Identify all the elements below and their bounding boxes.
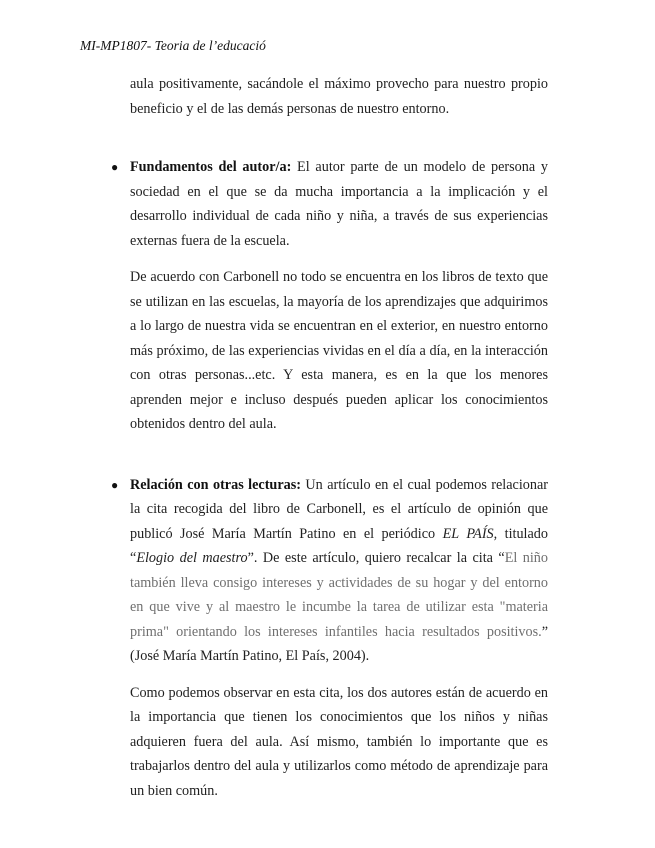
relacion-text-a: Un artículo en el cual podemos relacionar la cita recogida del libro de Carbonell, es el artículo de opinión que publicó José María Martín Patino en el periódico — [130, 476, 548, 542]
section-relacion — [111, 473, 548, 804]
document-body — [111, 72, 549, 803]
carbonell-paragraph: De acuerdo con Carbonell no todo se encuentra en los libros de texto que se utilizan en las escuelas, la mayoría de los aprendizajes que adquirimos a lo largo de nuestra vida se encuentran en el exterior, en nuestro entorno más próximo, de las experiencias vividas en el día a día, en la interacción con otras personas...etc. Y esta manera, es en la que los menores aprenden mejor e incluso después pueden aplicar los conocimientos obtenidos dentro del aula. — [130, 269, 548, 432]
fundamentos-label: Fundamentos del autor/a: — [130, 159, 292, 175]
relacion-label: Relación con otras lecturas: — [130, 476, 301, 493]
bullet-icon: ● — [111, 160, 119, 174]
section-fundamentos — [111, 155, 549, 437]
page-header: MI-MP1807- Teoria de l’educació — [80, 38, 266, 53]
quote-text: El niño también lleva consigo intereses y actividades de su hogar y del entorno en que vive y al maestro le incumbe la tarea de utilizar esta "materia prima" orientando los intereses infantiles hacia resultados positivos. — [130, 550, 548, 640]
fundamentos-text: El autor parte de un modelo de persona y sociedad en el que se da mucha importancia a la implicación y el desarrollo individual de cada niño y niña, a través de sus experiencias externas fuera de la escuela. — [130, 159, 549, 249]
relacion-paragraph — [130, 473, 548, 669]
citation-text: ” (José María Martín Patino, El País, 2004). — [130, 623, 548, 664]
relacion-text-b: , titulado “ — [130, 525, 548, 566]
bullet-icon: ● — [111, 477, 119, 492]
article-title: Elogio del maestro — [136, 550, 248, 566]
intro-paragraph: aula positivamente, sacándole el máximo provecho para nuestro propio beneficio y el de las demás personas de nuestro entorno. — [130, 76, 548, 117]
newspaper-name: EL PAÍS — [442, 525, 494, 542]
relacion-text-c: ”. De este artículo, quiero recalcar la cita “ — [247, 550, 505, 566]
conclusion-paragraph: Como podemos observar en esta cita, los dos autores están de acuerdo en la importancia que tienen los conocimientos que los niños y niñas adquieren fuera del aula. Así mismo, también lo importante que es trabajarlos dentro del aula y utilizarlos como método de aprendizaje para un bien común. — [130, 684, 548, 799]
fundamentos-paragraph — [130, 155, 548, 253]
